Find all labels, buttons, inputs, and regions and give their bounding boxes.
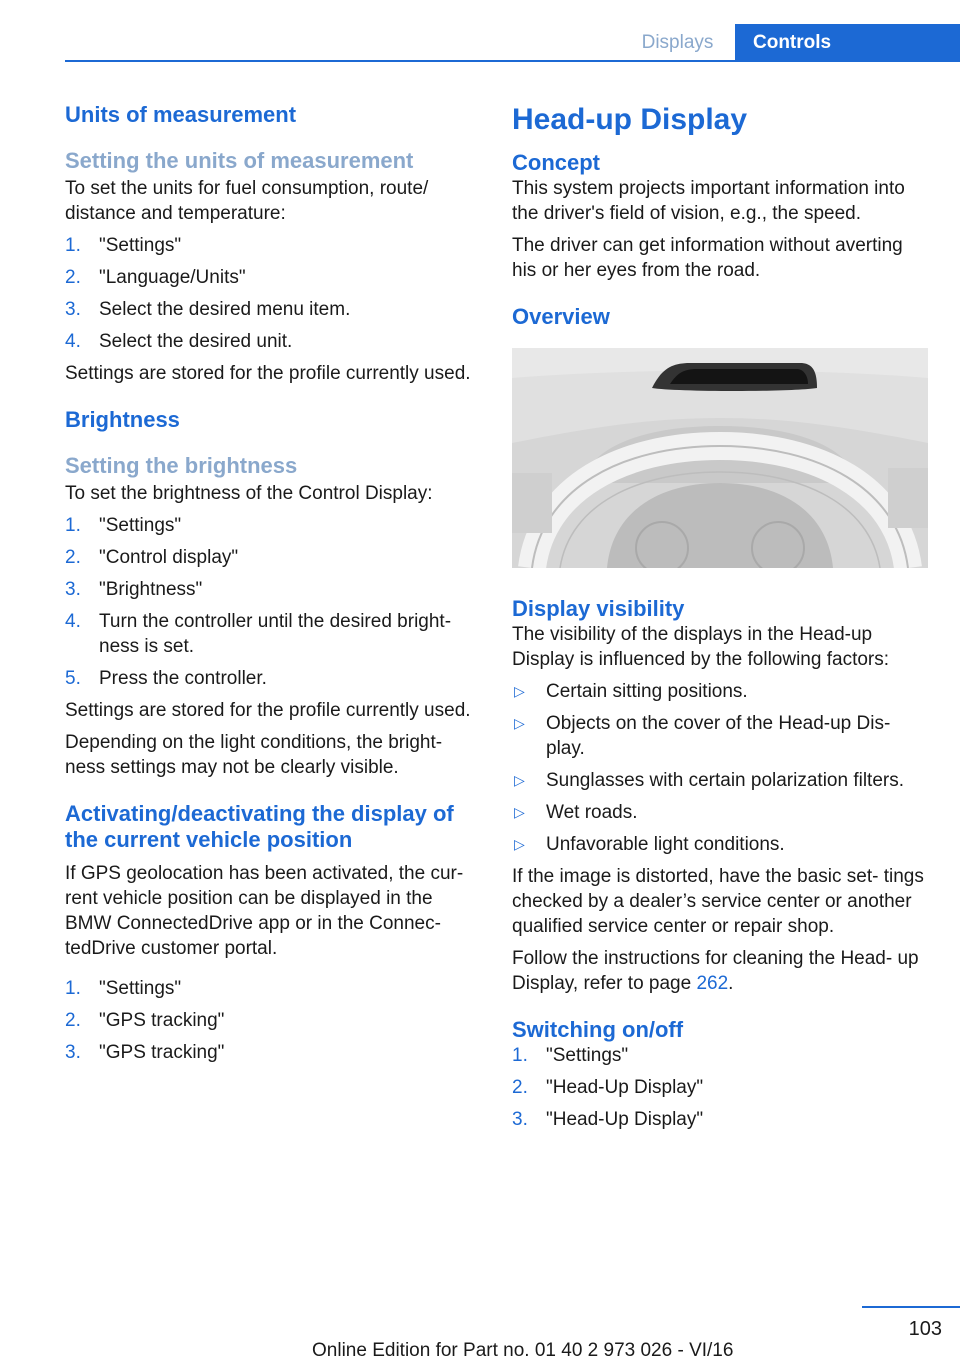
list-item: 4. Turn the controller until the desired bright‐ ness is set.: [65, 611, 452, 657]
triangle-bullet-icon: ▷: [514, 683, 525, 699]
gps-text: If GPS geolocation has been activated, the cur‐ rent vehicle position can be displayed in the BMW ConnectedDrive app or in the Connec‐ tedDrive customer portal.: [65, 863, 464, 959]
step-number: 1.: [65, 515, 81, 536]
list-item: 1. "Settings": [65, 978, 182, 999]
footer-rule: [862, 1306, 960, 1308]
right-column: [512, 100, 930, 1139]
list-item: 2. "Control display": [65, 547, 239, 568]
units-subheading: Setting the units of measurement: [65, 148, 414, 173]
list-item: 3. Select the desired menu item.: [65, 299, 351, 320]
step-number: 5.: [65, 668, 81, 689]
step-number: 1.: [65, 978, 81, 999]
list-item: 5. Press the controller.: [65, 668, 267, 689]
units-heading: Units of measurement: [65, 102, 297, 127]
list-item: 3. "Brightness": [65, 579, 203, 600]
list-item: 4. Select the desired unit.: [65, 331, 293, 352]
left-column: [65, 100, 480, 1072]
switch-heading: Switching on/off: [512, 1017, 684, 1042]
hud-dashboard-illustration: [512, 348, 928, 568]
triangle-bullet-icon: ▷: [514, 836, 525, 852]
brightness-note-1: Settings are stored for the profile currently used.: [65, 700, 471, 721]
hud-heading: Head-up Display: [512, 103, 748, 136]
list-item: 1. "Settings": [512, 1045, 629, 1066]
list-item: 3. "Head-Up Display": [512, 1109, 704, 1130]
step-number: 2.: [512, 1077, 528, 1098]
list-item: 1. "Settings": [65, 235, 182, 256]
step-number: 3.: [65, 579, 81, 600]
list-item: 1. "Settings": [65, 515, 182, 536]
distortion-text: If the image is distorted, have the basic set‐ tings checked by a dealer’s service center or another qualified service center or repair shop.: [512, 866, 924, 937]
brightness-intro: To set the brightness of the Control Display:: [65, 483, 433, 504]
step-number: 2.: [65, 547, 81, 568]
step-number: 4.: [65, 331, 81, 352]
gps-heading: Activating/deactivating the display of the current vehicle position: [65, 801, 454, 852]
brightness-heading: Brightness: [65, 407, 180, 432]
list-item: 3. "GPS tracking": [65, 1042, 225, 1063]
list-item: ▷ Sunglasses with certain polarization filters.: [514, 770, 905, 791]
page-number: 103: [908, 1318, 942, 1340]
header-tab-displays[interactable]: Displays: [641, 32, 714, 53]
gps-steps: [65, 976, 480, 1065]
list-item: ▷ Objects on the cover of the Head-up Dis‐ play.: [514, 713, 891, 759]
step-number: 2.: [65, 1010, 81, 1031]
step-number: 2.: [65, 267, 81, 288]
cleaning-text: Follow the instructions for cleaning the Head- up Display, refer to page 262.: [512, 948, 919, 994]
step-number: 3.: [65, 1042, 81, 1063]
page-reference-link[interactable]: 262: [696, 973, 729, 994]
brightness-note-2: Depending on the light conditions, the bright‐ ness settings may not be clearly visible.: [65, 732, 443, 778]
edition-text: Online Edition for Part no. 01 40 2 973 026 - VI/16: [312, 1340, 734, 1361]
step-number: 1.: [512, 1045, 528, 1066]
step-number: 4.: [65, 611, 81, 632]
triangle-bullet-icon: ▷: [514, 715, 525, 731]
triangle-bullet-icon: ▷: [514, 772, 525, 788]
list-item: 2. "Head-Up Display": [512, 1077, 704, 1098]
concept-paragraph-1: This system projects important information into the driver's field of vision, e.g., the speed.: [512, 178, 905, 224]
brightness-subheading: Setting the brightness: [65, 453, 298, 478]
visibility-heading: Display visibility: [512, 596, 685, 621]
header-tab-controls[interactable]: Controls: [735, 24, 960, 62]
list-item: ▷ Unfavorable light conditions.: [514, 834, 785, 855]
step-number: 3.: [512, 1109, 528, 1130]
header-rule: [65, 60, 960, 62]
brightness-steps: [65, 513, 480, 691]
list-item: ▷ Certain sitting positions.: [514, 681, 748, 702]
units-intro: To set the units for fuel consumption, route/ distance and temperature:: [65, 178, 429, 224]
list-item: 2. "Language/Units": [65, 267, 246, 288]
visibility-intro: The visibility of the displays in the Head-up Display is influenced by the following factors:: [512, 624, 890, 670]
step-number: 1.: [65, 235, 81, 256]
concept-paragraph-2: The driver can get information without averting his or her eyes from the road.: [512, 235, 903, 281]
triangle-bullet-icon: ▷: [514, 804, 525, 820]
list-item: ▷ Wet roads.: [514, 802, 638, 823]
visibility-factors: [512, 679, 930, 857]
overview-heading: Overview: [512, 304, 610, 329]
switch-steps: [512, 1043, 930, 1132]
units-note: Settings are stored for the profile currently used.: [65, 363, 471, 384]
step-number: 3.: [65, 299, 81, 320]
concept-heading: Concept: [512, 150, 600, 175]
units-steps: [65, 233, 480, 354]
list-item: 2. "GPS tracking": [65, 1010, 225, 1031]
